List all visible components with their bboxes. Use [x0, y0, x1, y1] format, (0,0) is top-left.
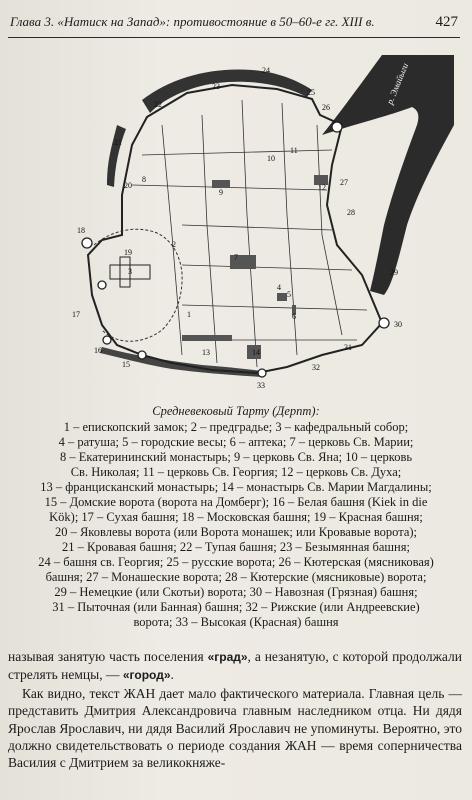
- map-label-6: 6: [292, 312, 296, 321]
- quoted-term: «град»: [207, 650, 248, 664]
- map-label-5: 5: [287, 290, 291, 299]
- map-label-16: 16: [94, 346, 102, 355]
- map-label-30: 30: [394, 320, 402, 329]
- map-label-26: 26: [322, 103, 330, 112]
- map-label-20: 20: [124, 181, 132, 190]
- map-label-29: 29: [390, 268, 398, 277]
- caption-title: Средневековый Тарту (Дерпт):: [152, 404, 320, 418]
- caption-line: 1 – епископский замок; 2 – предградье; 3 – кафедральный собор;: [63, 420, 409, 434]
- map-label-17: 17: [72, 310, 80, 319]
- caption-line: ворота; 33 – Высокая (Красная) башня: [133, 615, 339, 629]
- paragraph: Как видно, текст ЖАН дает мало фактического материала. Главная цель — представить Дмитрия Александровича главным наследником отца. Ни дядя Ярослав Ярославич, ни дядя Василий Ярославич не упоминуты. Вероятно, это должно свидетельствовать о периоде создания ЖАН — время соперничества Василия с Дмитрием за великокняже-: [8, 685, 462, 771]
- map-label-2: 2: [172, 240, 176, 249]
- map-label-7: 7: [234, 253, 238, 262]
- running-title: Глава 3. «Натиск на Запад»: противостояние в 50–60-е гг. XIII в.: [10, 14, 375, 29]
- header-rule: [8, 37, 460, 38]
- caption-line: 4 – ратуша; 5 – городские весы; 6 – аптека; 7 – церковь Св. Марии;: [58, 435, 414, 449]
- caption-line: 15 – Домские ворота (ворота на Домберг); 16 – Белая башня (Kiek in die: [44, 495, 428, 509]
- text-run: , а незанятую, с которой продолжали стрелять немцы, —: [8, 649, 462, 683]
- caption-line: 8 – Екатерининский монастырь; 9 – церковь Св. Яна; 10 – церковь: [59, 450, 413, 464]
- caption-line: 21 – Кровавая башня; 22 – Тупая башня; 23 – Безымянная башня;: [62, 540, 410, 554]
- page-number: 427: [435, 14, 458, 30]
- map-label-33: 33: [257, 381, 265, 390]
- street-grid: [132, 100, 367, 367]
- map-label-1: 1: [187, 310, 191, 319]
- map-label-27: 27: [340, 178, 348, 187]
- map-label-15: 15: [122, 360, 130, 369]
- quoted-term: «город»: [122, 668, 171, 683]
- map-label-19: 19: [124, 248, 132, 257]
- map-label-8: 8: [142, 175, 146, 184]
- map-label-32: 32: [312, 363, 320, 372]
- map-label-28: 28: [347, 208, 355, 217]
- paragraph-continuation: [8, 648, 462, 685]
- river-label: р. Эмайыги: [384, 61, 411, 106]
- city-map: [22, 55, 454, 395]
- caption-line: 13 – францисканский монастырь; 14 – монастырь Св. Марии Магдалины;: [40, 480, 432, 494]
- map-label-22: 22: [154, 100, 162, 109]
- map-drawing: [22, 55, 454, 395]
- map-label-11: 11: [290, 146, 298, 155]
- map-label-21: 21: [114, 138, 122, 147]
- caption-line: 20 – Яковлевы ворота (или Ворота монашек; или Кровавые ворота);: [54, 525, 418, 539]
- domberg-outline: [94, 229, 182, 341]
- map-label-31: 31: [344, 343, 352, 352]
- map-label-24: 24: [262, 66, 270, 75]
- map-label-18: 18: [77, 226, 85, 235]
- running-head: [10, 14, 458, 36]
- map-label-9: 9: [219, 188, 223, 197]
- map-label-25: 25: [307, 88, 315, 97]
- text-run: называя занятую часть поселения: [8, 649, 208, 664]
- caption-line: Kök); 17 – Сухая башня; 18 – Московская башня; 19 – Красная башня;: [49, 510, 423, 524]
- caption-line: башня; 27 – Монашеские ворота; 28 – Кютерские (мясниковые) ворота;: [45, 570, 427, 584]
- map-label-13: 13: [202, 348, 210, 357]
- map-label-23: 23: [212, 82, 220, 91]
- caption-line: 29 – Немецкие (или Скотьи) ворота; 30 – Навозная (Грязная) башня;: [54, 585, 418, 599]
- caption-line: Св. Николая; 11 – церковь Св. Георгия; 12 – церковь Св. Духа;: [70, 465, 402, 479]
- map-label-14: 14: [252, 348, 260, 357]
- caption-line: 24 – башня св. Георгия; 25 – русские ворота; 26 – Кютерская (мясниковая): [38, 555, 434, 569]
- map-label-4: 4: [277, 283, 281, 292]
- map-caption: [16, 404, 456, 630]
- western-embankment: [107, 125, 126, 187]
- map-label-10: 10: [267, 154, 275, 163]
- map-label-12: 12: [318, 183, 326, 192]
- body-text: [8, 648, 462, 772]
- map-label-3: 3: [128, 267, 132, 276]
- caption-line: 31 – Пыточная (или Банная) башня; 32 – Рижские (или Андреевские): [52, 600, 420, 614]
- text-run: .: [170, 667, 174, 683]
